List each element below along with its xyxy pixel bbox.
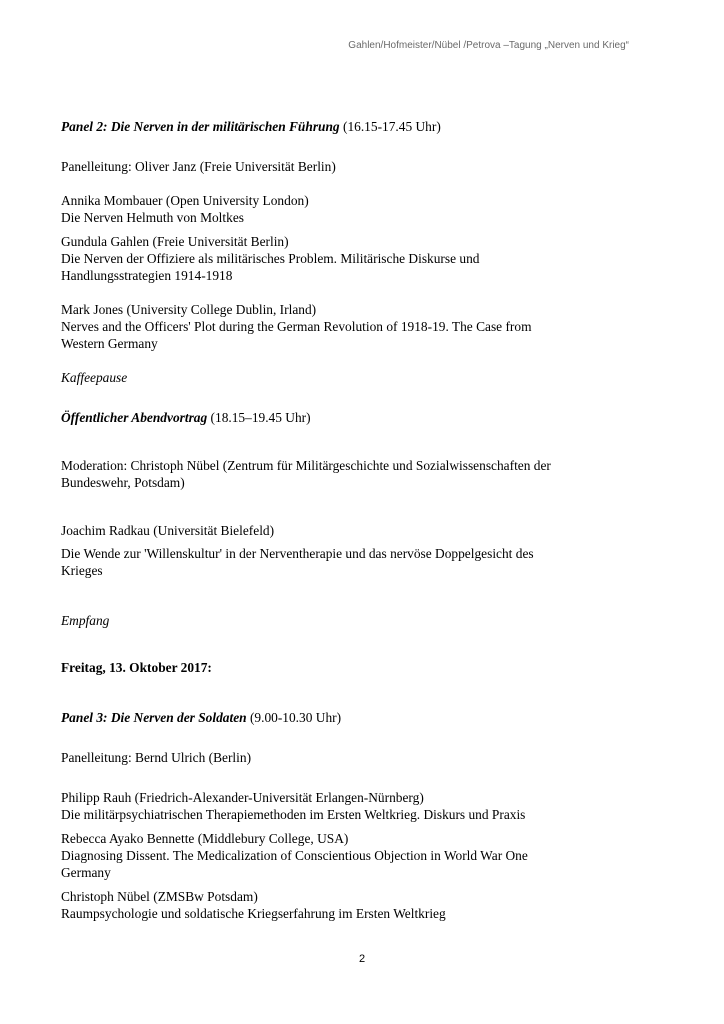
evening-talk-title-line1: Die Wende zur 'Willenskultur' in der Nerventherapie und das nervöse Doppelgesicht des: [61, 546, 534, 561]
panel3-talk3-title: Raumpsychologie und soldatische Kriegserfahrung im Ersten Weltkrieg: [61, 906, 446, 921]
panel3-talk2-title-line2: Germany: [61, 865, 111, 880]
panel2-talk3-title-line1: Nerves and the Officers' Plot during the German Revolution of 1918-19. The Case from: [61, 319, 532, 334]
panel3-chair: Panelleitung: Bernd Ulrich (Berlin): [61, 750, 252, 765]
panel2-title: Panel 2: Die Nerven in der militärischen Führung: [61, 119, 340, 134]
panel2-talk3-speaker: Mark Jones (University College Dublin, Irland): [61, 302, 317, 317]
panel2-talk3-title-line2: Western Germany: [61, 336, 158, 351]
panel2-talk1-speaker: Annika Mombauer (Open University London): [61, 193, 309, 208]
page-number: 2: [358, 953, 366, 965]
evening-lecture-heading: [61, 410, 311, 427]
evening-lecture-title: Öffentlicher Abendvortrag: [61, 410, 208, 425]
day-heading: Freitag, 13. Oktober 2017:: [61, 660, 212, 675]
evening-talk-title-line2: Krieges: [61, 563, 103, 578]
panel2-talk2-speaker: Gundula Gahlen (Freie Universität Berlin): [61, 234, 289, 249]
panel2-talk1-title: Die Nerven Helmuth von Moltkes: [61, 210, 244, 225]
panel3-talk1-speaker: Philipp Rauh (Friedrich-Alexander-Universität Erlangen-Nürnberg): [61, 790, 424, 805]
panel3-talk3-speaker: Christoph Nübel (ZMSBw Potsdam): [61, 889, 258, 904]
panel3-heading: [61, 710, 341, 727]
panel2-talk2-title-line2: Handlungsstrategien 1914-1918: [61, 268, 233, 283]
running-header: Gahlen/Hofmeister/Nübel /Petrova –Tagung „Nerven und Krieg“: [348, 40, 629, 51]
evening-moderation-line2: Bundeswehr, Potsdam): [61, 475, 185, 490]
evening-lecture-time: (18.15–19.45 Uhr): [207, 410, 311, 425]
panel2-talk2-title-line1: Die Nerven der Offiziere als militärisches Problem. Militärische Diskurse und: [61, 251, 480, 266]
panel3-talk2-speaker: Rebecca Ayako Bennette (Middlebury College, USA): [61, 831, 349, 846]
panel2-heading: [61, 119, 441, 136]
evening-moderation-line1: Moderation: Christoph Nübel (Zentrum für Militärgeschichte und Sozialwissenschaften der: [61, 458, 551, 473]
coffee-break: Kaffeepause: [61, 370, 128, 385]
panel3-talk1-title: Die militärpsychiatrischen Therapiemethoden im Ersten Weltkrieg. Diskurs und Praxis: [61, 807, 526, 822]
panel2-chair: Panelleitung: Oliver Janz (Freie Universität Berlin): [61, 159, 336, 174]
panel3-time: (9.00-10.30 Uhr): [246, 710, 342, 725]
panel2-time: (16.15-17.45 Uhr): [339, 119, 441, 134]
panel3-title: Panel 3: Die Nerven der Soldaten: [61, 710, 247, 725]
evening-speaker: Joachim Radkau (Universität Bielefeld): [61, 523, 275, 538]
reception: Empfang: [61, 613, 110, 628]
panel3-talk2-title-line1: Diagnosing Dissent. The Medicalization of Conscientious Objection in World War One: [61, 848, 528, 863]
